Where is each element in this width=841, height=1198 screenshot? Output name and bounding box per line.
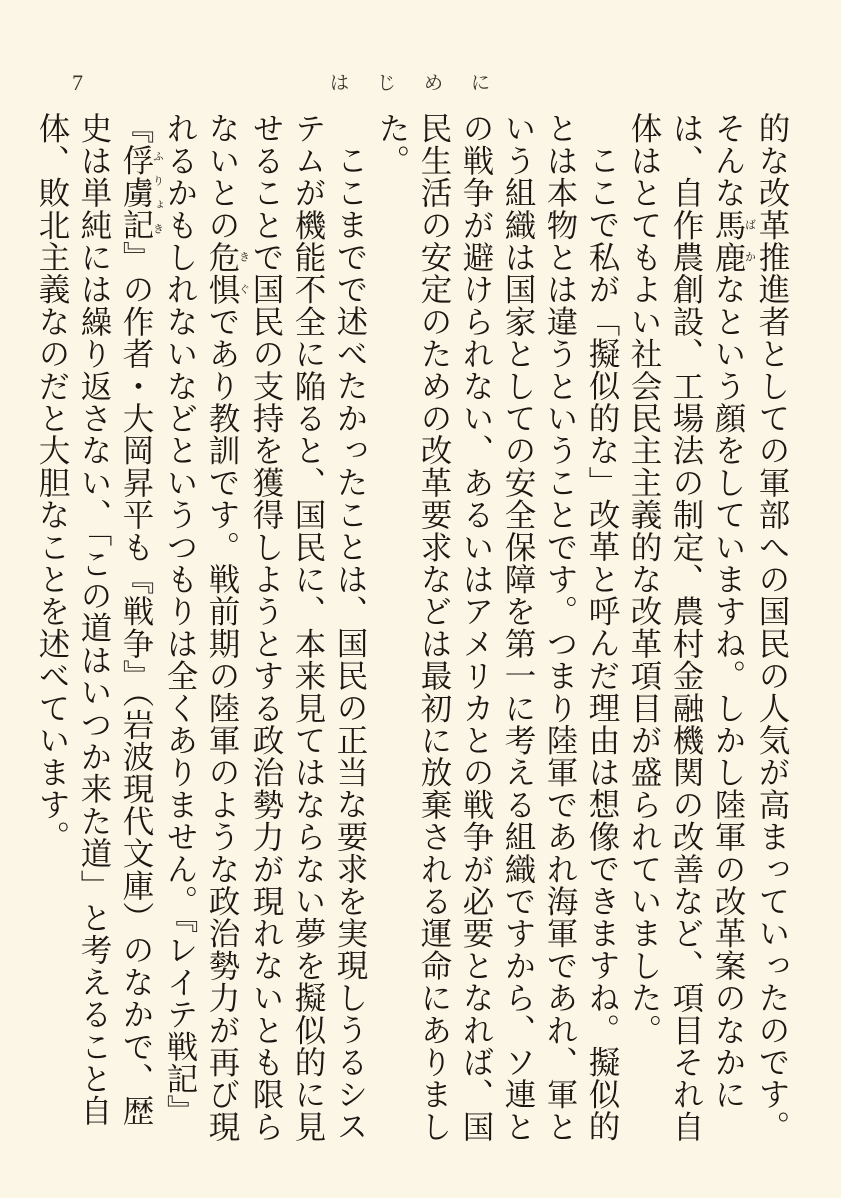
- paragraph-3-text-c: 』の作者・大岡昇平も『戦争』（岩波現代文庫）のなかで、歴史は単純には繰り返さない、「この道はいつか来た道」と考えること自体、敗北主義なのだと大胆なことを述べています。: [34, 112, 154, 1127]
- ruby-baka-base: 馬鹿: [710, 208, 746, 274]
- ruby-furyoki: [118, 144, 165, 241]
- paragraph-1-text-b: なという顔をしていますね。しかし陸軍の改革案のなかには、自作農創設、工場法の制定、農村金融機関の改善など、項目それ自体はとてもよい社会民主主義的な改革項目が盛られていました。: [626, 112, 746, 1143]
- paragraph-3-text-b: であり教訓です。戦前期の陸軍のような政治勢力が再び現れるかもしれないなどというつもりは全くありません。『レイテ戦記』『: [118, 112, 240, 1143]
- running-title: はじめに: [330, 72, 519, 94]
- ruby-kigu-base: 危惧: [204, 240, 240, 306]
- ruby-furyoki-reading: ふりょき: [151, 144, 165, 241]
- page-number: 7: [72, 70, 83, 95]
- paragraph-1-text-a: 的な改革推進者としての軍部への国民の人気が高まっていったのです。そんな: [710, 112, 790, 1143]
- paragraph-3-text-a: ここまでで述べたかったことは、国民の正当な要求を実現しうるシステムが機能不全に陥ると、国民に、本来見てはならない夢を擬似的に見せることで国民の支持を獲得しようとする政治勢力が現れないとも限らないとの: [204, 112, 368, 1143]
- paragraph-3: [31, 112, 371, 1148]
- ruby-furyoki-base: 俘虜記: [118, 144, 154, 241]
- body-text: [34, 112, 793, 1148]
- paragraph-2: ここで私が「擬似的な」改革と呼んだ理由は想像できますね。擬似的とは本物とは違うということです。つまり陸軍であれ海軍であれ、軍という組織は国家としての安全保障を第一に考える組織ですから、ソ連との戦争が避けられない、あるいはアメリカとの戦争が必要となれば、国民生活の安定のための改革要求などは最初に放棄される運命にありました。: [374, 112, 620, 1143]
- paragraph-1: [623, 112, 793, 1148]
- ruby-baka: [710, 208, 757, 274]
- ruby-baka-reading: ばか: [743, 208, 757, 274]
- ruby-kigu-reading: きぐ: [237, 240, 251, 306]
- ruby-kigu: [204, 240, 251, 306]
